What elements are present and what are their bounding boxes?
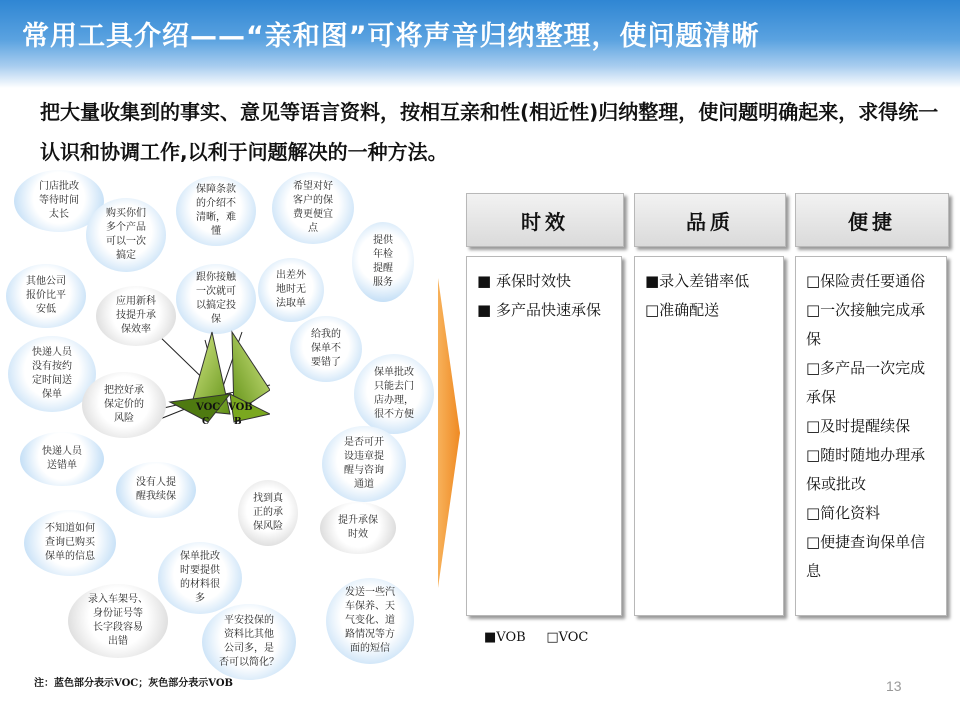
list-item: ■录入差错率低 bbox=[645, 272, 750, 290]
column-body-convenience bbox=[795, 256, 947, 616]
cloud-voc: 保单批改 时要提供 的材料很 多 bbox=[158, 542, 242, 614]
cloud-vob: 找到真 正的承 保风险 bbox=[238, 480, 298, 546]
legend-vob: ■VOB bbox=[484, 630, 526, 645]
star-label-voc: VOC bbox=[196, 402, 221, 413]
footnote: 注：蓝色部分表示VOC；灰色部分表示VOB bbox=[34, 678, 233, 689]
cloud-voc: 其他公司 报价比平 安低 bbox=[6, 264, 86, 328]
right-arrow-icon bbox=[438, 278, 460, 588]
intro-text: 把大量收集到的事实、意见等语言资料，按相互亲和性(相近性)归纳整理，使问题明确起来，求得统一认识和协调工作,以利于问题解决的一种方法。 bbox=[40, 100, 939, 164]
star-letter-c: C bbox=[202, 417, 210, 427]
list-item: □保险责任要通俗 bbox=[806, 272, 926, 290]
list-item: □一次接触完成承保 bbox=[806, 301, 926, 348]
column-body-quality bbox=[634, 256, 784, 616]
cloud-voc: 出差外 地时无 法取单 bbox=[258, 258, 324, 322]
page-title: 常用工具介绍——“亲和图”可将声音归纳整理，使问题清晰 bbox=[22, 21, 760, 52]
cloud-voc: 快递人员 没有按约 定时间送 保单 bbox=[8, 336, 96, 412]
cloud-vob: 把控好承 保定价的 风险 bbox=[82, 372, 166, 438]
cloud-voc: 保障条款 的介绍不 清晰，难 懂 bbox=[176, 176, 256, 246]
cloud-voc: 跟你接触 一次就可 以搞定投 保 bbox=[176, 264, 256, 334]
cloud-voc: 不知道如何 查询已购买 保单的信息 bbox=[24, 510, 116, 576]
list-item: □便捷查询保单信息 bbox=[806, 533, 926, 580]
column-header-convenience: 便捷 bbox=[795, 193, 949, 247]
cloud-voc: 没有人提 醒我续保 bbox=[116, 462, 196, 518]
voc-vob-star-diagram bbox=[130, 330, 270, 430]
legend-voc: □VOC bbox=[546, 630, 589, 645]
cloud-vob: 提升承保 时效 bbox=[320, 502, 396, 554]
cloud-vob: 录入车架号、 身份证号等 长字段容易 出错 bbox=[68, 584, 168, 658]
list-item: ■ 承保时效快 bbox=[477, 272, 571, 290]
page-number: 13 bbox=[886, 678, 902, 694]
cloud-voc: 快递人员 送错单 bbox=[20, 432, 104, 486]
cloud-voc: 购买你们 多个产品 可以一次 搞定 bbox=[86, 198, 166, 272]
star-label-vob: VOB bbox=[228, 402, 253, 413]
list-item: □及时提醒续保 bbox=[806, 417, 911, 435]
list-item: □简化资料 bbox=[806, 504, 881, 522]
cloud-voc: 给我的 保单不 要错了 bbox=[290, 316, 362, 382]
list-item: □随时随地办理承保或批改 bbox=[806, 446, 926, 493]
column-header-timeliness: 时效 bbox=[466, 193, 624, 247]
legend bbox=[484, 630, 588, 645]
list-item: □准确配送 bbox=[645, 301, 720, 319]
cloud-voc: 保单批改 只能去门 店办理， 很不方便 bbox=[354, 354, 434, 434]
cloud-voc: 提供 年检 提醒 服务 bbox=[352, 222, 414, 302]
list-item: ■ 多产品快速承保 bbox=[477, 301, 601, 319]
cloud-voc: 是否可开 设违章提 醒与咨询 通道 bbox=[322, 426, 406, 502]
cloud-voc: 发送一些汽 车保养、天 气变化、道 路情况等方 面的短信 bbox=[326, 578, 414, 664]
column-header-quality: 品质 bbox=[634, 193, 786, 247]
cloud-voc: 门店批改 等待时间 太长 bbox=[14, 170, 104, 232]
star-letter-b: B bbox=[234, 417, 242, 427]
cloud-vob: 应用新科 技提升承 保效率 bbox=[96, 286, 176, 346]
cloud-voc: 希望对好 客户的保 费更便宜 点 bbox=[272, 172, 354, 244]
column-body-timeliness bbox=[466, 256, 622, 616]
cloud-voc: 平安投保的 资料比其他 公司多，是 否可以简化？ bbox=[202, 604, 296, 680]
list-item: □多产品一次完成承保 bbox=[806, 359, 926, 406]
